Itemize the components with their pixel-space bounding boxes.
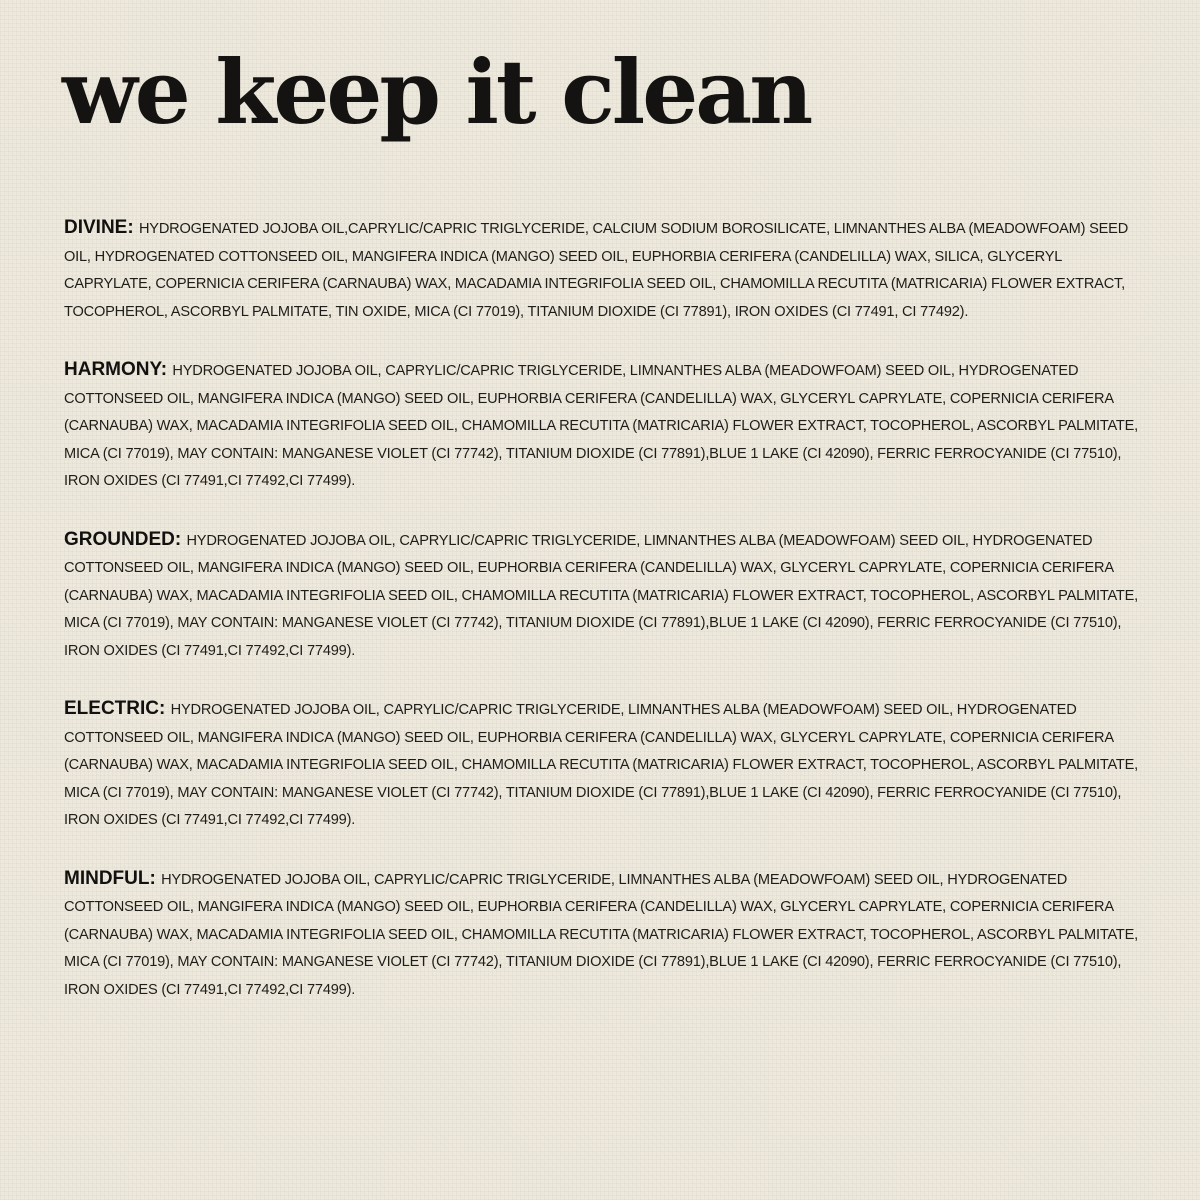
product-section-mindful <box>64 865 1144 1005</box>
ingredient-list: HYDROGENATED JOJOBA OIL, CAPRYLIC/CAPRIC TRIGLYCERIDE, LIMNANTHES ALBA (MEADOWFOAM) SEED OIL, HYDROGENATED COTTONSEED OIL, MANGIFERA INDICA (MANGO) SEED OIL, EUPHORBIA CERIFERA (CANDELILLA) WAX, GLYCERYL CAPRYLATE, COPERNICIA CERIFERA (CARNAUBA) WAX, MACADAMIA INTEGRIFOLIA SEED OIL, CHAMOMILLA RECUTITA (MATRICARIA) FLOWER EXTRACT, TOCOPHEROL, ASCORBYL PALMITATE, MICA (CI 77019), MAY CONTAIN: MANGANESE VIOLET (CI 77742), TITANIUM DIOXIDE (CI 77891),BLUE 1 LAKE (CI 42090), FERRIC FERROCYANIDE (CI 77510), IRON OXIDES (CI 77491,CI 77492,CI 77499). <box>64 363 1139 489</box>
headline: we keep it clean <box>62 40 811 144</box>
product-name: MINDFUL: <box>64 867 162 889</box>
product-section-electric <box>64 695 1144 835</box>
product-name: HARMONY: <box>64 359 173 380</box>
product-section-grounded <box>64 526 1144 666</box>
product-section-divine <box>64 214 1144 326</box>
ingredient-list: HYDROGENATED JOJOBA OIL,CAPRYLIC/CAPRIC TRIGLYCERIDE, CALCIUM SODIUM BOROSILICATE, LIMNANTHES ALBA (MEADOWFOAM) SEED OIL, HYDROGENATED COTTONSEED OIL, MANGIFERA INDICA (MANGO) SEED OIL, EUPHORBIA CERIFERA (CANDELILLA) WAX, SILICA, GLYCERYL CAPRYLATE, COPERNICIA CERIFERA (CARNAUBA) WAX, MACADAMIA INTEGRIFOLIA SEED OIL, CHAMOMILLA RECUTITA (MATRICARIA) FLOWER EXTRACT, TOCOPHEROL, ASCORBYL PALMITATE, TIN OXIDE, MICA (CI 77019), TITANIUM DIOXIDE (CI 77891), IRON OXIDES (CI 77491, CI 77492). <box>64 221 1129 320</box>
ingredient-list: HYDROGENATED JOJOBA OIL, CAPRYLIC/CAPRIC TRIGLYCERIDE, LIMNANTHES ALBA (MEADOWFOAM) SEED OIL, HYDROGENATED COTTONSEED OIL, MANGIFERA INDICA (MANGO) SEED OIL, EUPHORBIA CERIFERA (CANDELILLA) WAX, GLYCERYL CAPRYLATE, COPERNICIA CERIFERA (CARNAUBA) WAX, MACADAMIA INTEGRIFOLIA SEED OIL, CHAMOMILLA RECUTITA (MATRICARIA) FLOWER EXTRACT, TOCOPHEROL, ASCORBYL PALMITATE, MICA (CI 77019), MAY CONTAIN: MANGANESE VIOLET (CI 77742), TITANIUM DIOXIDE (CI 77891),BLUE 1 LAKE (CI 42090), FERRIC FERROCYANIDE (CI 77510), IRON OXIDES (CI 77491,CI 77492,CI 77499). <box>64 532 1139 659</box>
ingredient-list: HYDROGENATED JOJOBA OIL, CAPRYLIC/CAPRIC TRIGLYCERIDE, LIMNANTHES ALBA (MEADOWFOAM) SEED OIL, HYDROGENATED COTTONSEED OIL, MANGIFERA INDICA (MANGO) SEED OIL, EUPHORBIA CERIFERA (CANDELILLA) WAX, GLYCERYL CAPRYLATE, COPERNICIA CERIFERA (CARNAUBA) WAX, MACADAMIA INTEGRIFOLIA SEED OIL, CHAMOMILLA RECUTITA (MATRICARIA) FLOWER EXTRACT, TOCOPHEROL, ASCORBYL PALMITATE, MICA (CI 77019), MAY CONTAIN: MANGANESE VIOLET (CI 77742), TITANIUM DIOXIDE (CI 77891),BLUE 1 LAKE (CI 42090), FERRIC FERROCYANIDE (CI 77510), IRON OXIDES (CI 77491,CI 77492,CI 77499). <box>64 702 1139 828</box>
product-name: GROUNDED: <box>64 528 187 550</box>
ingredient-sections <box>64 214 1144 1034</box>
product-name: ELECTRIC: <box>64 698 171 719</box>
product-name: DIVINE: <box>64 217 139 238</box>
ingredient-list: HYDROGENATED JOJOBA OIL, CAPRYLIC/CAPRIC TRIGLYCERIDE, LIMNANTHES ALBA (MEADOWFOAM) SEED OIL, HYDROGENATED COTTONSEED OIL, MANGIFERA INDICA (MANGO) SEED OIL, EUPHORBIA CERIFERA (CANDELILLA) WAX, GLYCERYL CAPRYLATE, COPERNICIA CERIFERA (CARNAUBA) WAX, MACADAMIA INTEGRIFOLIA SEED OIL, CHAMOMILLA RECUTITA (MATRICARIA) FLOWER EXTRACT, TOCOPHEROL, ASCORBYL PALMITATE, MICA (CI 77019), MAY CONTAIN: MANGANESE VIOLET (CI 77742), TITANIUM DIOXIDE (CI 77891),BLUE 1 LAKE (CI 42090), FERRIC FERROCYANIDE (CI 77510), IRON OXIDES (CI 77491,CI 77492,CI 77499). <box>64 871 1139 998</box>
product-section-harmony <box>64 356 1144 496</box>
